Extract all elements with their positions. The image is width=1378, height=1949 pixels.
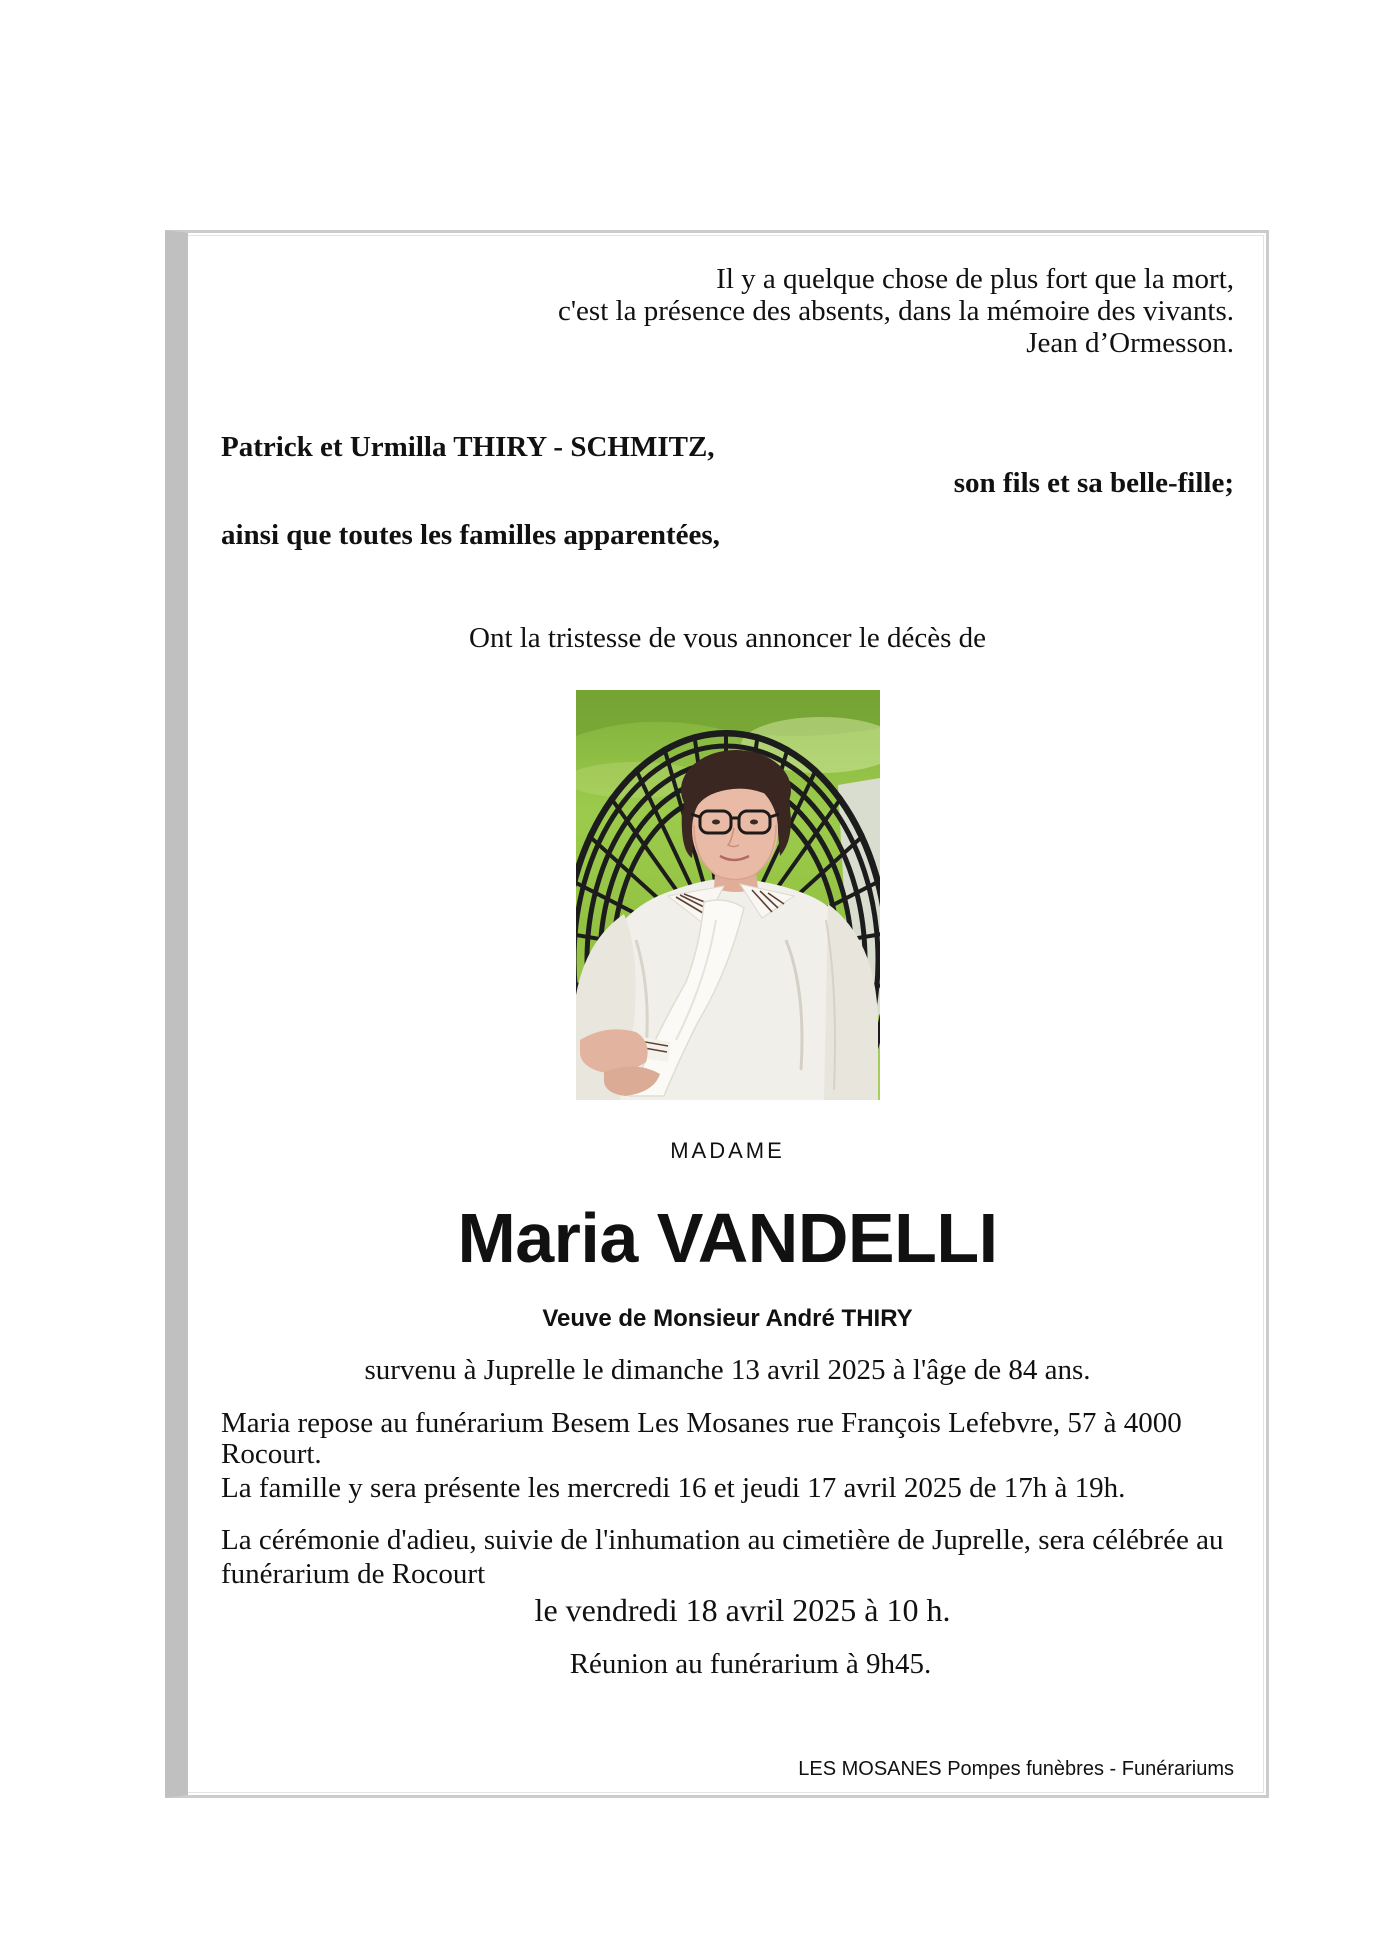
spouse-info: Veuve de Monsieur André THIRY [542,1305,913,1332]
visitation-line: La famille y sera présente les mercredi 16 et jeudi 17 avril 2025 de 17h à 19h. [221,1472,1126,1504]
funeral-home-footer: LES MOSANES Pompes funèbres - Funérariums [798,1758,1234,1780]
honorific-title: MADAME [670,1138,785,1163]
family-others: ainsi que toutes les familles apparentées, [221,519,720,551]
visitation-line: Rocourt. [221,1438,322,1470]
family-names: Patrick et Urmilla THIRY - SCHMITZ, [221,431,715,463]
epigraph-quote [558,263,1234,359]
ceremony-date: le vendredi 18 avril 2025 à 10 h. [534,1592,951,1628]
deceased-name: Maria VANDELLI [457,1199,998,1277]
quote-author: Jean d’Ormesson. [1026,327,1234,359]
death-notice: survenu à Juprelle le dimanche 13 avril 2025 à l'âge de 84 ans. [364,1354,1091,1386]
visitation-line: Maria repose au funérarium Besem Les Mosanes rue François Lefebvre, 57 à 4000 [221,1407,1182,1439]
ceremony-line: La cérémonie d'adieu, suivie de l'inhumation au cimetière de Juprelle, sera célébrée au [221,1524,1224,1556]
quote-line: Il y a quelque chose de plus fort que la mort, [716,263,1234,295]
ceremony-line: funérarium de Rocourt [221,1558,486,1590]
family-relation: son fils et sa belle-fille; [953,467,1234,499]
meeting-time: Réunion au funérarium à 9h45. [569,1648,932,1680]
quote-line: c'est la présence des absents, dans la mémoire des vivants. [557,295,1234,327]
announcement-text: Ont la tristesse de vous annoncer le décès de [469,622,986,654]
deceased-photo [576,690,880,1100]
